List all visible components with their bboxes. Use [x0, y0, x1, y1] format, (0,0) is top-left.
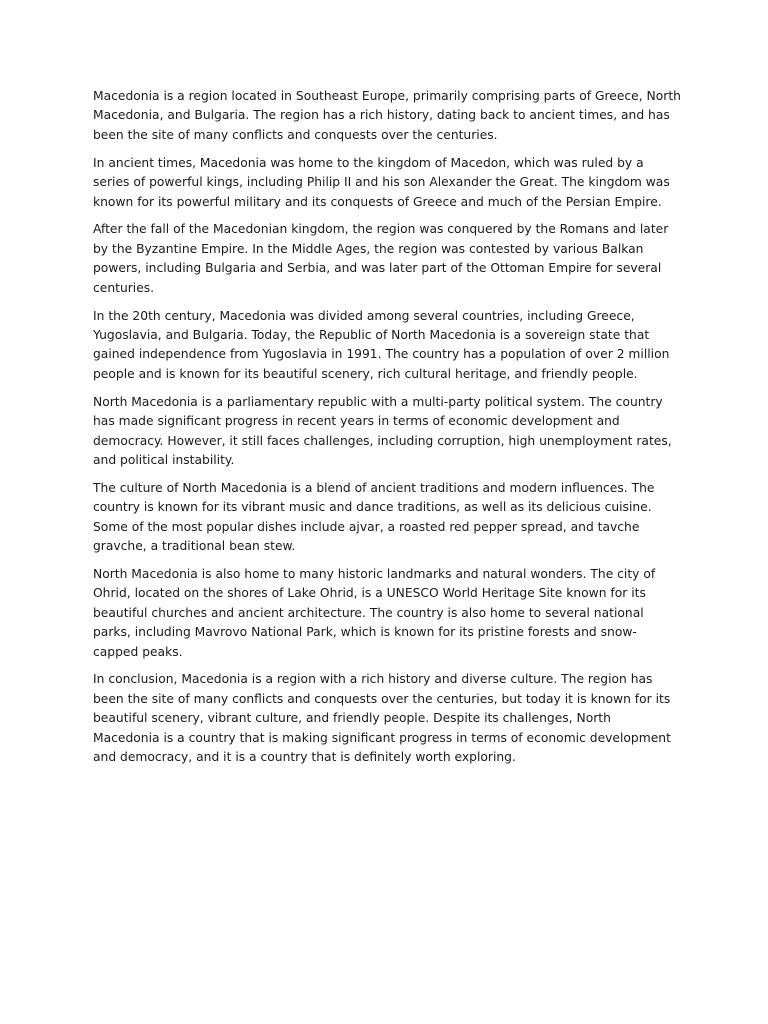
paragraph-ancient-times: In ancient times, Macedonia was home to the kingdom of Macedon, which was ruled by a series of powerful kings, including Philip II and his son Alexander the Great. The kingdom was known for its powerful military and its conquests of Greece and much of the Persian Empire. [93, 155, 670, 209]
document-page [93, 87, 681, 776]
paragraph-landmarks: North Macedonia is also home to many historic landmarks and natural wonders. The city of Ohrid, located on the shores of Lake Ohrid, is a UNESCO World Heritage Site known for its beautiful churches and ancient architecture. The country is also home to several national parks, including Mavrovo National Park, which is known for its pristine forests and snow-capped peaks. [93, 566, 656, 659]
paragraph-introduction: Macedonia is a region located in Southeast Europe, primarily comprising parts of Greece, North Macedonia, and Bulgaria. The region has a rich history, dating back to ancient times, and has been the site of many conflicts and conquests over the centuries. [93, 89, 681, 142]
paragraph-20th-century: In the 20th century, Macedonia was divided among several countries, including Greece, Yugoslavia, and Bulgaria. Today, the Republic of North Macedonia is a sovereign state that gained independence from Yugoslavia in 1991. The country has a population of over 2 million people and is known for its beautiful scenery, rich cultural heritage, and friendly people. [93, 308, 670, 381]
paragraph-culture: The culture of North Macedonia is a blend of ancient traditions and modern influences. The country is known for its vibrant music and dance traditions, as well as its delicious cuisine. Some of the most popular dishes include ajvar, a roasted red pepper spread, and tavche gravche, a traditional bean stew. [93, 480, 655, 554]
paragraph-conclusion: In conclusion, Macedonia is a region with a rich history and diverse culture. The region has been the site of many conflicts and conquests over the centuries, but today it is known for its beautiful scenery, vibrant culture, and friendly people. Despite its challenges, North Macedonia is a country that is making significant progress in terms of economic development and democracy, and it is a country that is definitely worth exploring. [93, 672, 671, 765]
paragraph-medieval-history: After the fall of the Macedonian kingdom, the region was conquered by the Romans and later by the Byzantine Empire. In the Middle Ages, the region was contested by various Balkan powers, including Bulgaria and Serbia, and was later part of the Ottoman Empire for several centuries. [93, 222, 669, 295]
paragraph-political-system: North Macedonia is a parliamentary republic with a multi-party political system. The country has made significant progress in recent years in terms of economic development and democracy. However, it still faces challenges, including corruption, high unemployment rates, and political instability. [93, 394, 672, 467]
